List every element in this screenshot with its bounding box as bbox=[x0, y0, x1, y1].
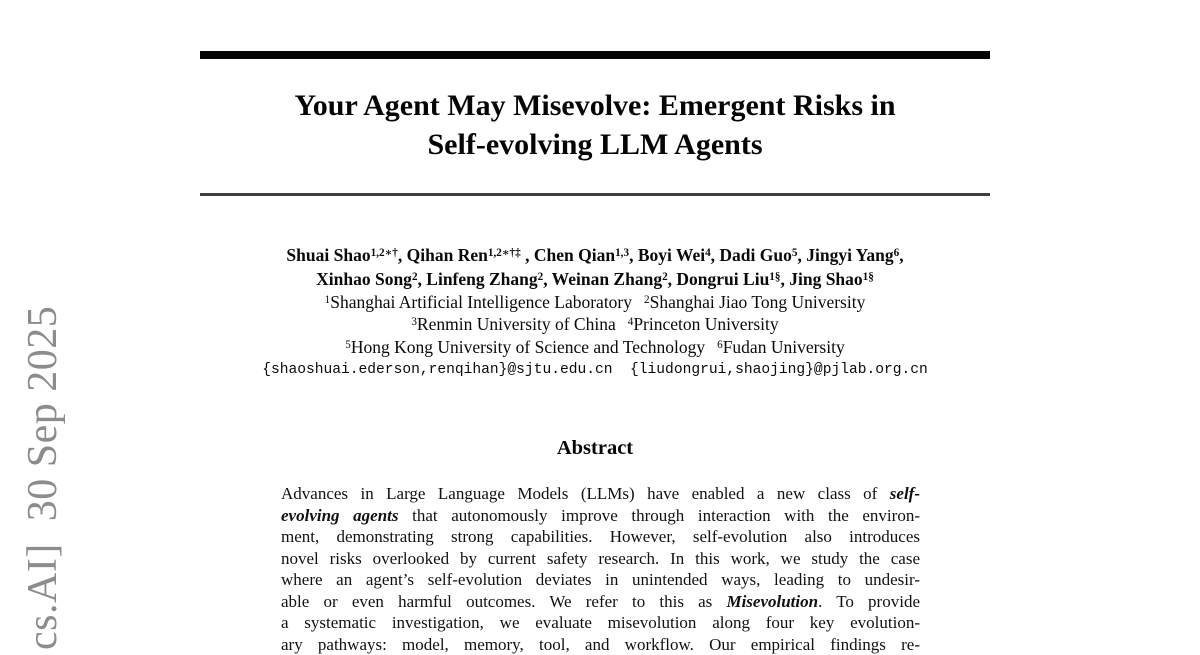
contact-emails: {shaoshuai.ederson,renqihan}@sjtu.edu.cn {liudongrui,shaojing}@pjlab.org.cn bbox=[262, 362, 928, 378]
affiliation-line bbox=[200, 313, 990, 335]
author-superscript: 2 bbox=[411, 270, 418, 283]
author-superscript: 1,2∗† bbox=[370, 246, 398, 259]
author-name: Chen Qian bbox=[533, 245, 616, 265]
body-text: . To provide bbox=[818, 591, 920, 611]
author-name: Jingyi Yang bbox=[806, 245, 894, 265]
emphasis-text: Misevolution bbox=[726, 591, 819, 611]
body-text: able or even harmful outcomes. We refer to this as bbox=[281, 591, 727, 611]
author-name: Jing Shao bbox=[789, 269, 863, 289]
author-name: Boyi Wei bbox=[637, 245, 706, 265]
author-superscript: 6 bbox=[893, 246, 900, 259]
body-text: Advances in Large Language Models (LLMs) have enabled a new class of bbox=[281, 484, 890, 503]
abstract-heading: Abstract bbox=[556, 437, 634, 459]
body-text: that autonomously improve through interaction with the environ- bbox=[398, 505, 920, 525]
abstract-body bbox=[281, 483, 920, 655]
authors-line-1: Shuai Shao$^{1,2∗\dagger}$, Qihan Ren$^{1,2∗\dagger\ddagger}$ , Chen Qian$^{1,3}$, Boyi Wei$^4$, Dadi Guo$^5$, Jingyi Yang$^6$, bbox=[286, 245, 904, 265]
body-text: where an agent’s self-evolution deviates in unintended ways, leading to undesir- bbox=[281, 570, 920, 590]
author-superscript: 1§ bbox=[862, 270, 874, 283]
abstract-line bbox=[281, 634, 920, 655]
arxiv-stamp: cs.AI] 30 Sep 2025 bbox=[20, 305, 66, 650]
author-name: Dadi Guo bbox=[719, 245, 792, 265]
affiliations-block bbox=[200, 291, 990, 358]
affiliation-superscript: 1 bbox=[324, 293, 331, 306]
affiliation-name: Princeton University bbox=[633, 314, 779, 335]
body-text: ary pathways: model, memory, tool, and workflow. Our empirical findings re- bbox=[281, 634, 920, 654]
abstract-line bbox=[281, 505, 920, 527]
affiliation-name: Shanghai Jiao Tong University bbox=[649, 292, 866, 312]
paper-title-line-2: Self-evolving LLM Agents bbox=[427, 128, 763, 161]
abstract-line bbox=[281, 548, 920, 570]
author-name: Shuai Shao bbox=[286, 245, 371, 265]
author-name: Qihan Ren bbox=[406, 245, 488, 265]
affiliation-name: Hong Kong University of Science and Technology bbox=[350, 336, 706, 357]
title-rule-bottom bbox=[200, 193, 990, 196]
author-superscript: 1,3 bbox=[615, 246, 630, 259]
author-name: Xinhao Song bbox=[316, 269, 412, 289]
authors-line-2: Xinhao Song$^2$, Linfeng Zhang$^2$, Weinan Zhang$^2$, Dongrui Liu$^{1\S}$, Jing Shao$^{1\S}$ bbox=[316, 269, 874, 289]
abstract-line bbox=[281, 569, 920, 591]
abstract-line bbox=[281, 612, 920, 634]
affiliation-line bbox=[200, 291, 990, 313]
affiliation-superscript: 6 bbox=[717, 338, 723, 351]
affiliation-superscript: 3 bbox=[411, 316, 417, 329]
affiliation-line bbox=[200, 336, 990, 358]
emphasis-text: evolving agents bbox=[281, 505, 399, 525]
affiliation-name: Renmin University of China bbox=[416, 314, 616, 335]
affiliation-superscript: 2 bbox=[644, 293, 650, 306]
authors-block bbox=[200, 243, 990, 291]
abstract-line bbox=[281, 526, 920, 548]
author-superscript: 1§ bbox=[769, 270, 781, 283]
affiliation-name: Shanghai Artificial Intelligence Laboratory bbox=[330, 292, 633, 312]
paper-title-line-1: Your Agent May Misevolve: Emergent Risks in bbox=[294, 89, 896, 122]
author-superscript: 5 bbox=[791, 246, 798, 259]
author-superscript: 1,2∗†‡ bbox=[487, 246, 521, 259]
affiliation-name: Fudan University bbox=[722, 336, 845, 357]
author-name: Dongrui Liu bbox=[676, 269, 770, 289]
body-text: novel risks overlooked by current safety research. In this work, we study the case bbox=[281, 548, 920, 568]
abstract-line bbox=[281, 483, 920, 505]
affiliation-superscript: 5 bbox=[345, 338, 351, 351]
body-text: ment, demonstrating strong capabilities. However, self-evolution also introduces bbox=[281, 527, 920, 547]
emphasis-text: self- bbox=[889, 484, 920, 503]
author-name: Weinan Zhang bbox=[551, 269, 663, 289]
author-name: Linfeng Zhang bbox=[426, 269, 538, 289]
author-superscript: 2 bbox=[662, 270, 668, 283]
author-superscript: 2 bbox=[537, 270, 544, 283]
title-rule-top bbox=[200, 51, 990, 59]
affiliation-superscript: 4 bbox=[627, 316, 634, 329]
author-superscript: 4 bbox=[705, 246, 711, 259]
body-text: a systematic investigation, we evaluate misevolution along four key evolution- bbox=[281, 613, 920, 633]
abstract-line bbox=[281, 591, 920, 613]
paper-title bbox=[200, 86, 990, 164]
